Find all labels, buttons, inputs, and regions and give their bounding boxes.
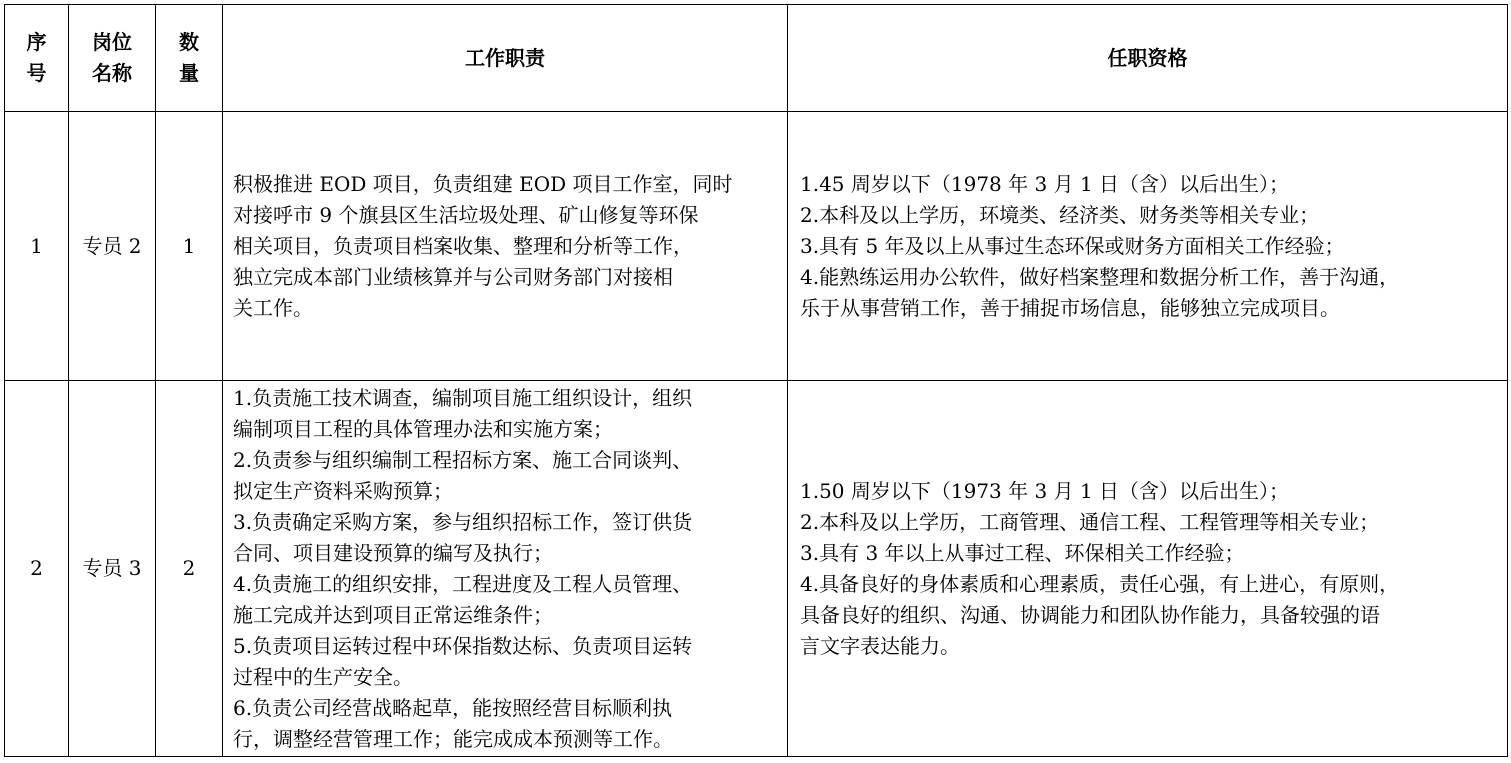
- qualification-line: 具备良好的组织、沟通、协调能力和团队协作能力，具备较强的语: [800, 602, 1380, 627]
- header-seq: [5, 5, 69, 112]
- header-count-line-2: 量: [179, 61, 199, 85]
- row-count: 2: [156, 381, 223, 757]
- duty-line: 积极推进 EOD 项目，负责组建 EOD 项目工作室，同时: [233, 171, 733, 196]
- row-title: 专员 3: [69, 381, 156, 757]
- duty-line: 编制项目工程的具体管理办法和实施方案；: [233, 416, 613, 441]
- qualification-line: 乐于从事营销工作，善于捕捉市场信息，能够独立完成项目。: [800, 295, 1340, 320]
- qualification-line: 言文字表达能力。: [800, 633, 960, 658]
- row-qualifications: [788, 112, 1508, 381]
- duty-line: 5.负责项目运转过程中环保指数达标、负责项目运转: [233, 633, 693, 658]
- header-seq-line-2: 号: [26, 61, 47, 85]
- duty-line: 对接呼市 9 个旗县区生活垃圾处理、矿山修复等环保: [233, 202, 699, 227]
- job-positions-table: [4, 4, 1508, 757]
- row-title: 专员 2: [69, 112, 156, 381]
- duty-line: 3.负责确定采购方案，参与组织招标工作，签订供货: [233, 509, 693, 534]
- header-count: [156, 5, 223, 112]
- qualification-line: 4.能熟练运用办公软件，做好档案整理和数据分析工作，善于沟通，: [800, 264, 1400, 289]
- header-title-line-2: 名称: [92, 61, 132, 85]
- row-duties: [223, 381, 788, 757]
- header-title-line-1: 岗位: [92, 30, 132, 54]
- qualification-line: 2.本科及以上学历，环境类、经济类、财务类等相关专业；: [800, 202, 1320, 227]
- duty-line: 相关项目，负责项目档案收集、整理和分析等工作，: [233, 233, 693, 258]
- duty-line: 合同、项目建设预算的编写及执行；: [233, 540, 553, 565]
- qualification-line: 1.45 周岁以下（1978 年 3 月 1 日（含）以后出生）；: [800, 171, 1290, 196]
- duty-line: 关工作。: [233, 295, 313, 320]
- row-count: 1: [156, 112, 223, 381]
- duty-line: 行，调整经营管理工作；能完成成本预测等工作。: [233, 726, 673, 751]
- duty-line: 独立完成本部门业绩核算并与公司财务部门对接相: [233, 264, 673, 289]
- duty-line: 过程中的生产安全。: [233, 664, 413, 689]
- row-seq: 1: [5, 112, 69, 381]
- header-seq-line-1: 序: [26, 30, 47, 54]
- table-row: [5, 381, 1508, 757]
- duty-line: 4.负责施工的组织安排，工程进度及工程人员管理、: [233, 571, 693, 596]
- header-qualifications: 任职资格: [788, 5, 1508, 112]
- duty-line: 拟定生产资料采购预算；: [233, 478, 453, 503]
- qualification-line: 3.具有 5 年及以上从事过生态环保或财务方面相关工作经验；: [800, 233, 1345, 258]
- duty-line: 2.负责参与组织编制工程招标方案、施工合同谈判、: [233, 447, 693, 472]
- duty-line: 施工完成并达到项目正常运维条件；: [233, 602, 553, 627]
- qualification-line: 2.本科及以上学历，工商管理、通信工程、工程管理等相关专业；: [800, 509, 1380, 534]
- row-duties: [223, 112, 788, 381]
- row-qualifications: [788, 381, 1508, 757]
- row-seq: 2: [5, 381, 69, 757]
- header-title: [69, 5, 156, 112]
- duty-line: 6.负责公司经营战略起草，能按照经营目标顺利执: [233, 695, 673, 720]
- table-row: [5, 112, 1508, 381]
- qualification-line: 3.具有 3 年以上从事过工程、环保相关工作经验；: [800, 540, 1245, 565]
- header-duties: 工作职责: [223, 5, 788, 112]
- header-count-line-1: 数: [179, 30, 199, 54]
- header-row: [5, 5, 1508, 112]
- qualification-line: 4.具备良好的身体素质和心理素质，责任心强，有上进心，有原则，: [800, 571, 1400, 596]
- duty-line: 1.负责施工技术调查，编制项目施工组织设计，组织: [233, 385, 693, 410]
- qualification-line: 1.50 周岁以下（1973 年 3 月 1 日（含）以后出生）；: [800, 478, 1290, 503]
